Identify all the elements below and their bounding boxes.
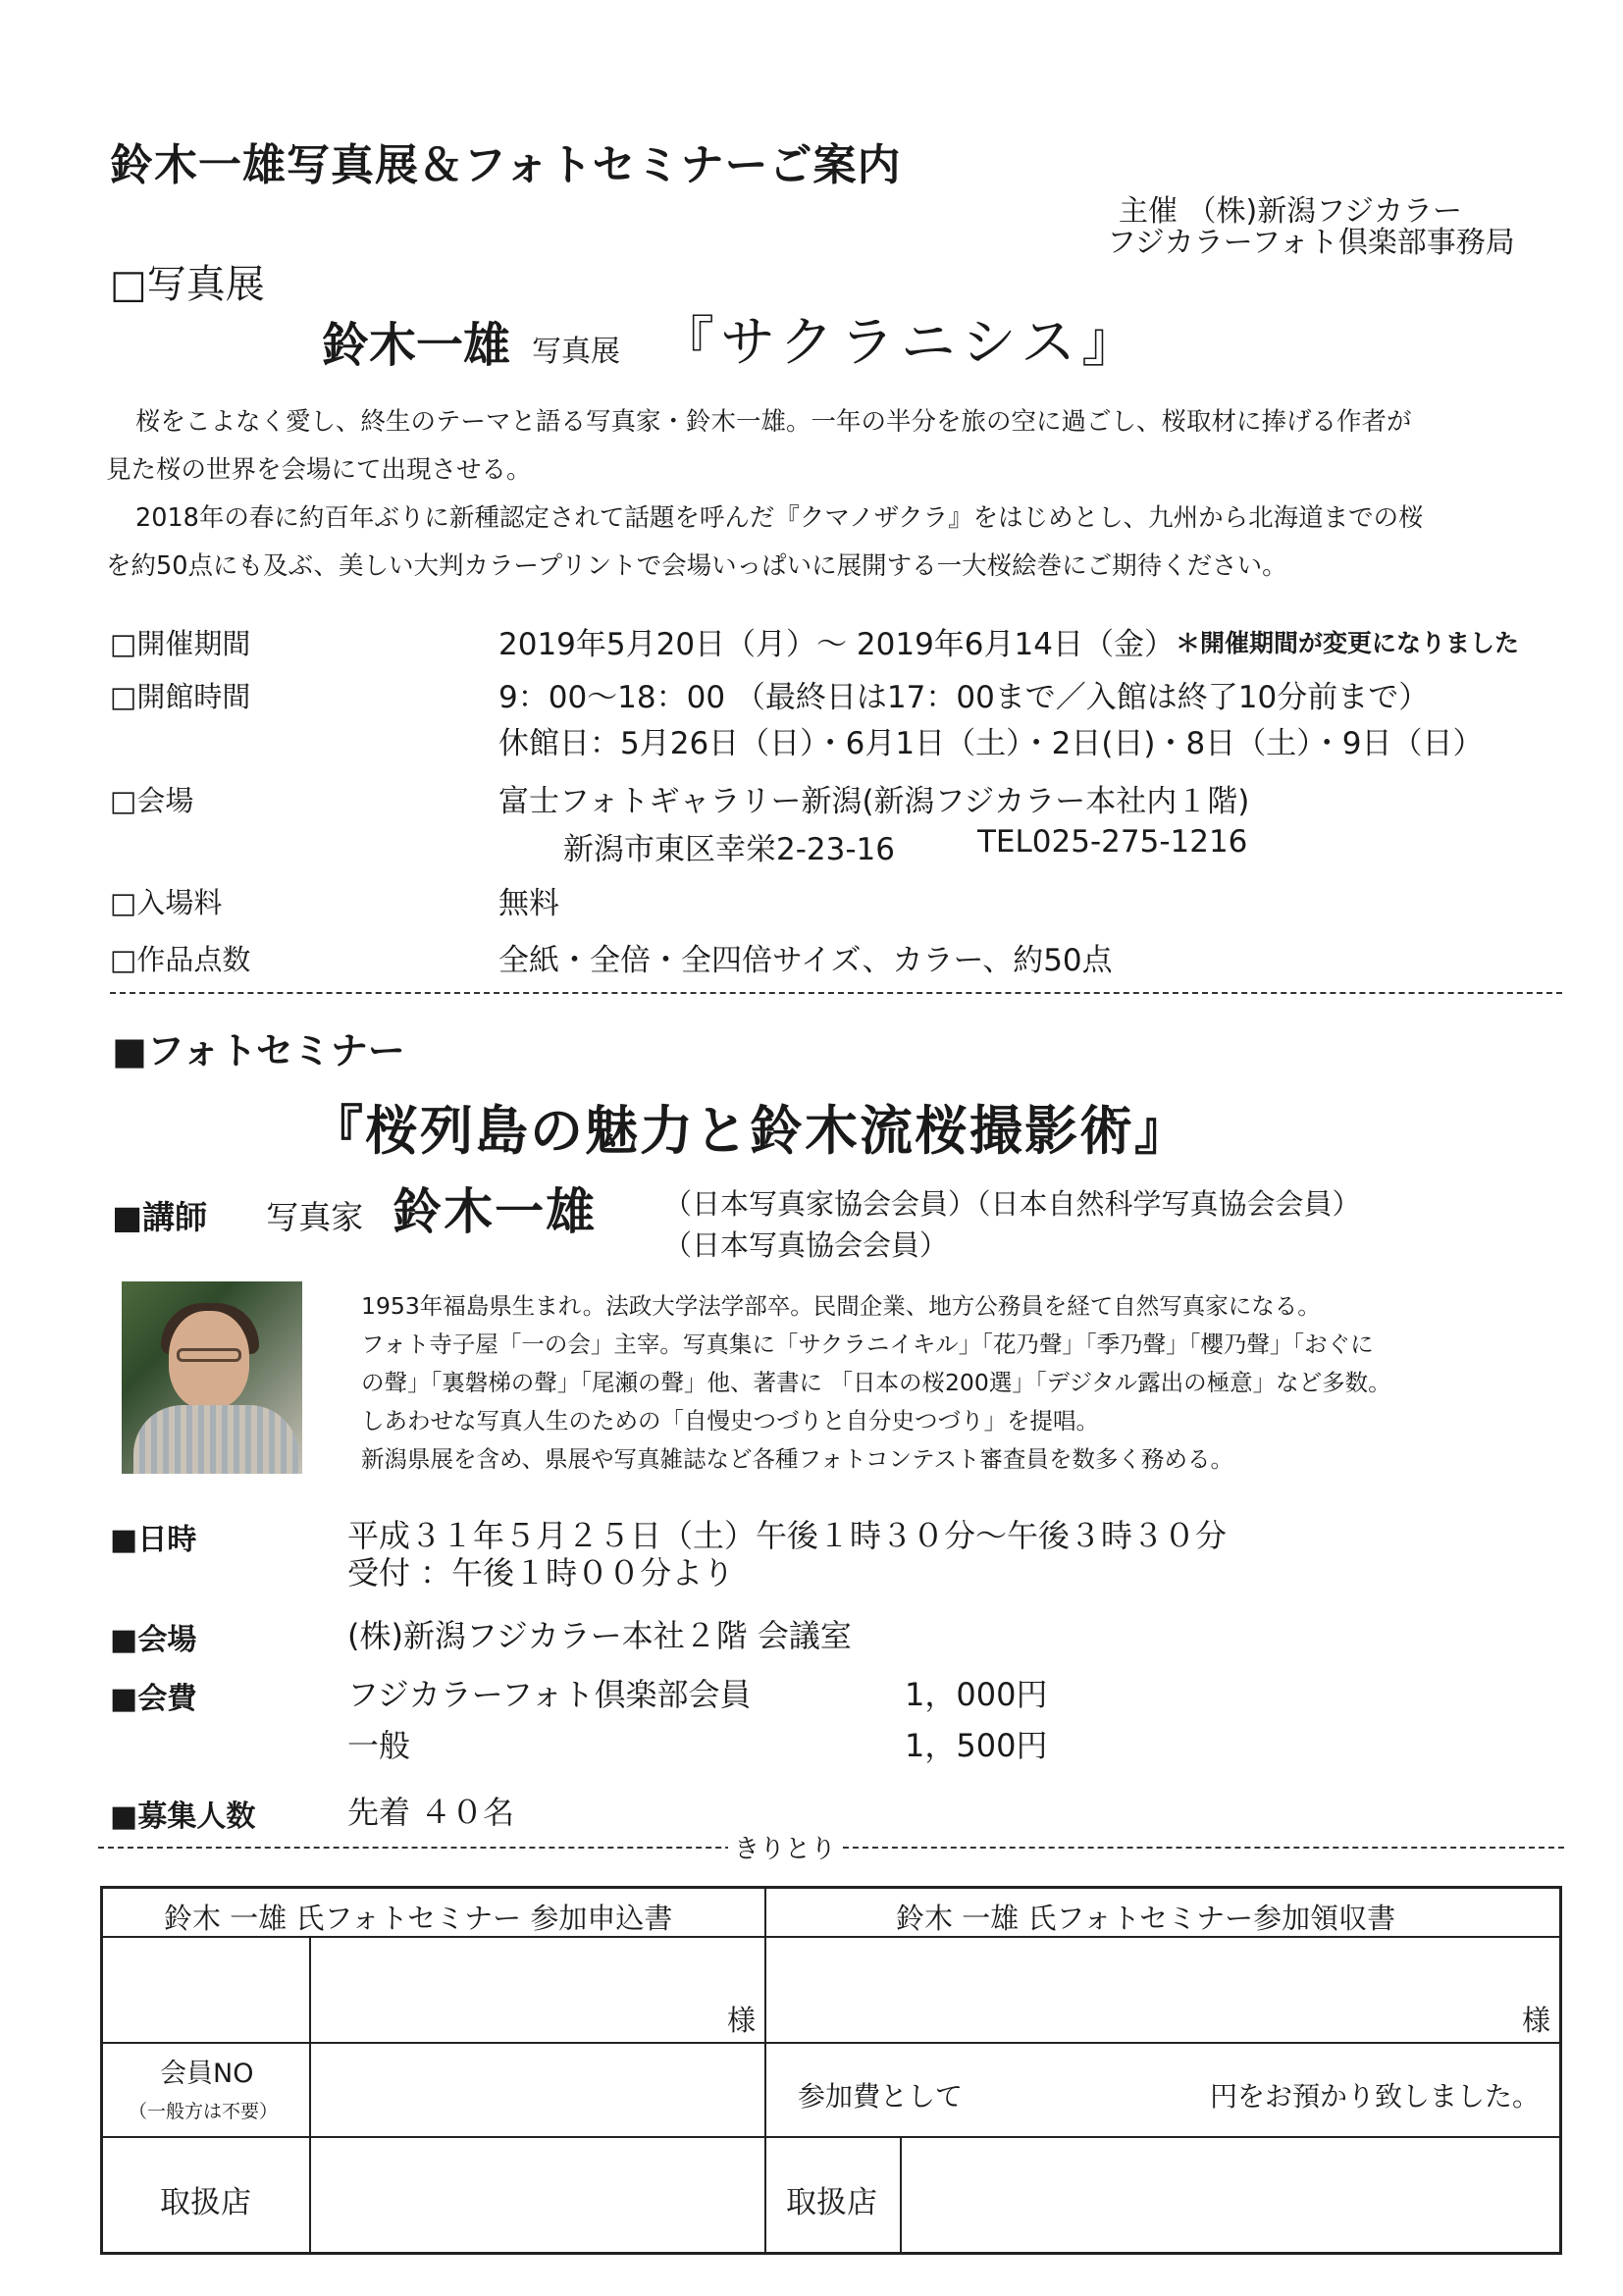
- exhibition-label: 写真展: [532, 335, 621, 369]
- seminar-fee-label: ■会費: [110, 1682, 197, 1716]
- intro-line: 桜をこよなく愛し、終生のテーマと語る写真家・鈴木一雄。一年の半分を旅の空に過ごし、桜取材に捧げる作者が: [135, 407, 1412, 437]
- seminar-date-label: ■日時: [110, 1523, 197, 1557]
- works-label: □作品点数: [110, 943, 251, 976]
- capacity-label: ■募集人数: [110, 1800, 256, 1834]
- lecturer-bio: [361, 1287, 1558, 1479]
- fee-received-suffix: 円をお預かり致しました。: [1210, 2080, 1541, 2113]
- organizer-line-1: 主催 （株)新潟フジカラー: [1119, 194, 1463, 229]
- venue-value: 富士フォトギャラリー新潟(新潟フジカラー本社内１階): [498, 784, 1250, 819]
- lecturer-role: 写真家: [266, 1198, 364, 1236]
- intro-line: 見た桜の世界を会場にて出現させる。: [106, 455, 532, 485]
- fee-received-prefix: 参加費として: [798, 2080, 964, 2113]
- receipt-store-label: 取扱店: [786, 2185, 877, 2220]
- application-honorific: 様: [727, 2004, 757, 2037]
- intro-line: 2018年の春に約百年ぶりに新種認定されて話題を呼んだ『クマノザクラ』をはじめとし、九州から北海道までの桜: [135, 503, 1424, 533]
- application-form-title: 鈴木 一雄 氏フォトセミナー 参加申込書: [164, 1902, 673, 1935]
- exhibition-title: 『サクラニシス』: [659, 311, 1143, 375]
- seminar-venue-label: ■会場: [110, 1623, 197, 1657]
- receipt-form-title: 鈴木 一雄 氏フォトセミナー参加領収書: [896, 1902, 1396, 1935]
- works-value: 全紙・全倍・全四倍サイズ、カラー、約50点: [498, 943, 1113, 978]
- exhibition-heading: □写真展: [110, 262, 265, 307]
- seminar-heading: ■フォトセミナー: [112, 1029, 405, 1072]
- lecturer-affiliations-1: （日本写真家協会会員）（日本自然科学写真協会会員）: [663, 1187, 1361, 1221]
- bio-line: 1953年福島県生まれ。法政大学法学部卒。民間企業、地方公務員を経て自然写真家になる。: [361, 1292, 1321, 1320]
- fee-label: □入場料: [110, 886, 223, 919]
- closed-days: 休館日：5月26日（日）・6月1日（土）・2日(日)・8日（土）・9日（日）: [498, 726, 1484, 761]
- hours-value: 9：00～18：00 （最終日は17：00まで／入館は終了10分前まで）: [498, 680, 1430, 715]
- lecturer-affiliations-2: （日本写真協会会員）: [663, 1228, 949, 1262]
- fee-general-value: 1，500円: [905, 1727, 1048, 1764]
- seminar-venue-value: (株)新潟フジカラー本社２階 会議室: [347, 1617, 852, 1654]
- lecturer-name: 鈴木一雄: [393, 1182, 598, 1240]
- intro-line: を約50点にも及ぶ、美しい大判カラープリントで会場いっぱいに展開する一大桜絵巻にご期待ください。: [106, 551, 1287, 581]
- fee-member-label: フジカラーフォト倶楽部会員: [347, 1676, 752, 1713]
- period-label: □開催期間: [110, 627, 251, 660]
- period-value: 2019年5月20日（月）～ 2019年6月14日（金）: [498, 627, 1175, 662]
- application-store-label: 取扱店: [160, 2185, 251, 2220]
- capacity-value: 先着 ４０名: [347, 1794, 515, 1831]
- seminar-date-value: 平成３１年５月２５日（土）午後１時３０分～午後３時３０分: [347, 1517, 1228, 1554]
- lecturer-photo: [122, 1281, 302, 1474]
- venue-address: 新潟市東区幸栄2-23-16: [563, 832, 895, 867]
- venue-label: □会場: [110, 784, 194, 817]
- cut-label: きりとり: [728, 1829, 842, 1865]
- seminar-title: 『桜列島の魅力と鈴木流桜撮影術』: [310, 1099, 1189, 1162]
- bio-line: フォト寺子屋「一の会」主宰。写真集に「サクラニイキル」「花乃聲」「季乃聲」「櫻乃聲」「おぐに: [361, 1331, 1374, 1358]
- receipt-honorific: 様: [1522, 2004, 1551, 2037]
- exhibition-intro: [106, 398, 1548, 591]
- bio-line: の聲」「裏磐梯の聲」「尾瀬の聲」他、著書に 「日本の桜200選」「デジタル露出の極意」など多数。: [361, 1369, 1391, 1396]
- lecturer-label: ■講師: [112, 1198, 208, 1236]
- venue-tel: TEL025-275-1216: [977, 824, 1248, 860]
- seminar-reception: 受付 ：午後１時００分より: [347, 1554, 735, 1592]
- exhibition-photographer: 鈴木一雄: [322, 318, 511, 373]
- exhibition-title-row: [322, 299, 1142, 378]
- bio-line: しあわせな写真人生のための「自慢史つづりと自分史つづり」を提唱。: [361, 1407, 1099, 1435]
- fee-value: 無料: [498, 886, 559, 921]
- section-divider: [110, 992, 1562, 994]
- organizer-line-2: フジカラーフォト倶楽部事務局: [1107, 226, 1515, 260]
- application-form: [100, 1886, 1562, 2255]
- hours-label: □開館時間: [110, 680, 251, 713]
- period-note: ＊開催期間が変更になりました: [1176, 629, 1520, 657]
- bio-line: 新潟県展を含め、県展や写真雑誌など各種フォトコンテスト審査員を数多く務める。: [361, 1445, 1234, 1473]
- fee-general-label: 一般: [347, 1727, 411, 1764]
- lecturer-row: [112, 1173, 597, 1243]
- member-no-label: 会員NO: [160, 2059, 254, 2089]
- document-title: 鈴木一雄写真展＆フォトセミナーご案内: [110, 140, 902, 190]
- member-no-note: （一般方は不要）: [129, 2101, 279, 2122]
- fee-member-value: 1，000円: [905, 1676, 1048, 1713]
